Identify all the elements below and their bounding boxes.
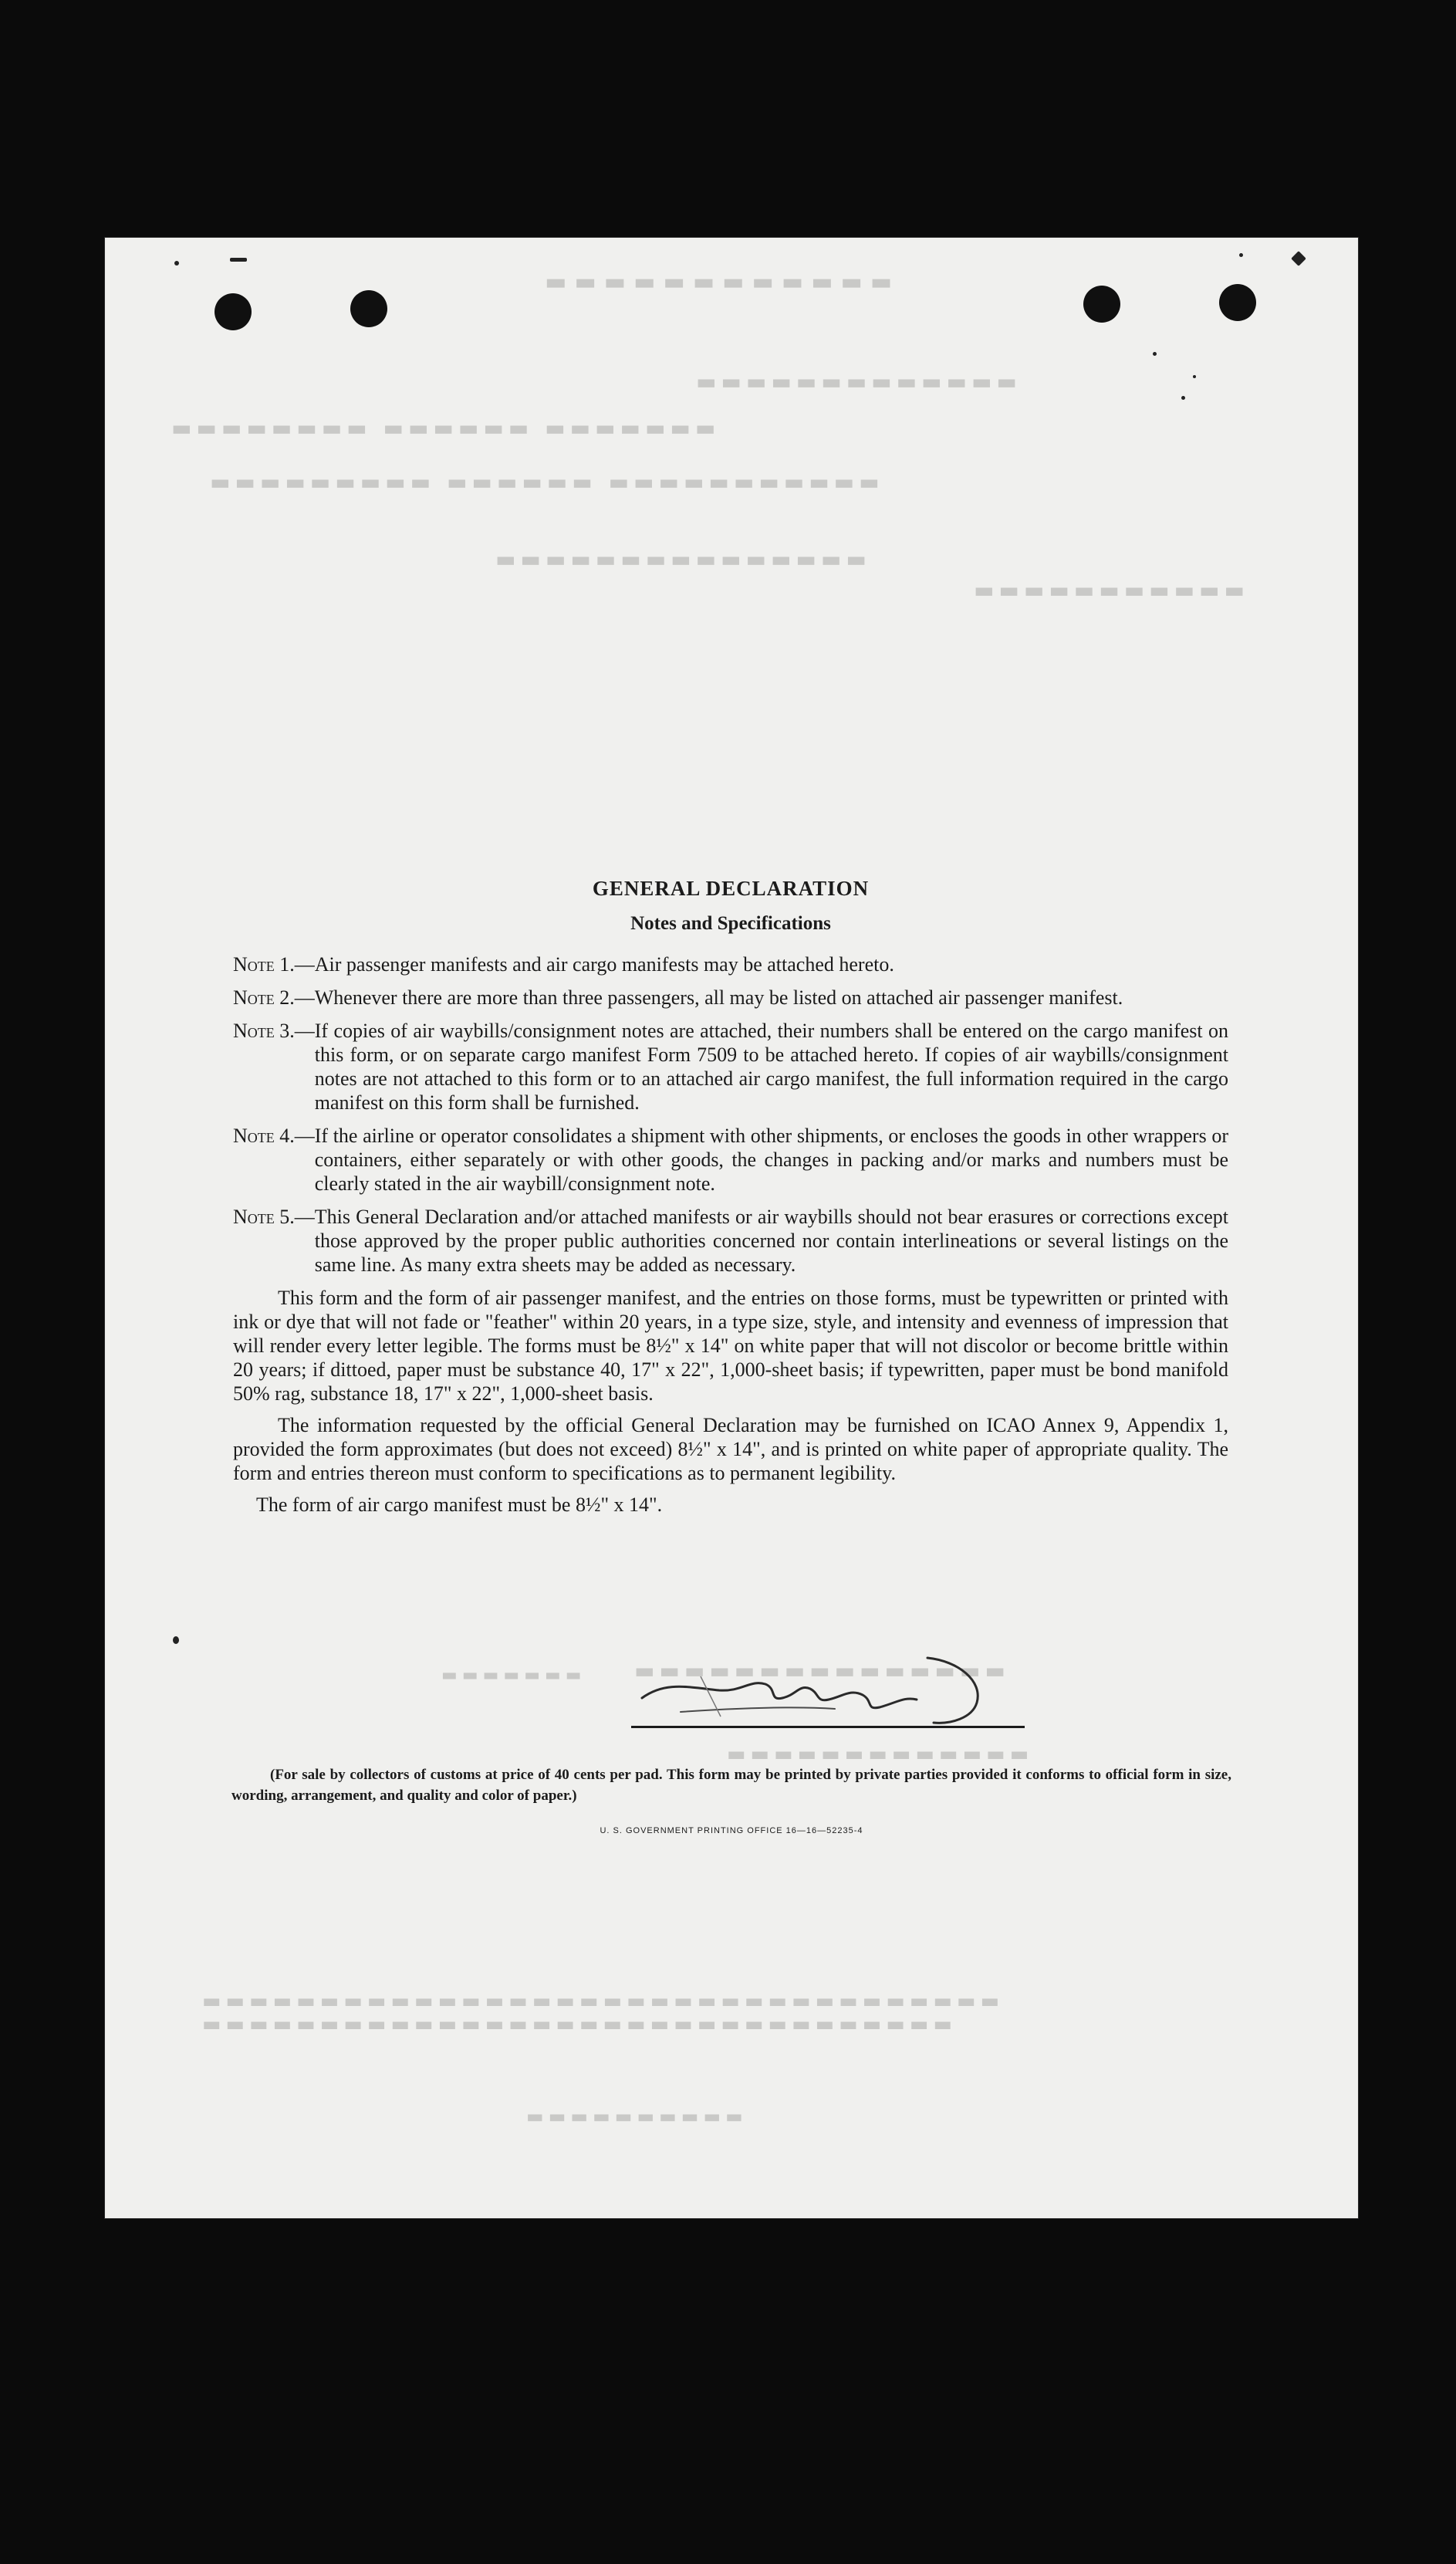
signature-line — [631, 1726, 1025, 1728]
handwritten-signature — [634, 1650, 1035, 1735]
bleed-through-texture: ▬▬▬▬▬▬▬▬▬▬▬▬▬▬▬ — [630, 1658, 1005, 1683]
note-2 — [233, 986, 1228, 1010]
icao-paragraph: The information requested by the official General Declaration may be furnished on ICAO Annex 9, Appendix 1, provided the form approximates (but does not exceed) 8½" x 14", and is printed on white paper of appropriate quality. The form and entries thereon must conform to specifications as to permanent legibility. — [233, 1414, 1228, 1484]
note-text: This General Declaration and/or attached manifests or air waybills should not bear erasures or corrections except those approved by the proper public authorities concerned nor contain interlineations or several listings on the same line. As many extra sheets may be added as necessary. — [314, 1206, 1228, 1276]
bleed-through-texture: ▬▬▬▬▬▬▬ — [437, 1666, 582, 1685]
declaration-notes — [233, 639, 1228, 1517]
speck — [174, 261, 179, 266]
speck — [230, 258, 247, 262]
note-text: If copies of air waybills/consignment notes are attached, their numbers shall be entered on the cargo manifest on this form, or on separate cargo manifest Form 7509 to be attached hereto. If copies of air waybills/consignment notes are not attached to this form or to an attached air cargo manifest, the full information required in the cargo manifest on this form shall be furnished. — [314, 1020, 1228, 1114]
form-specification-paragraph: This form and the form of air passenger manifest, and the entries on those forms, must be typewritten or printed with ink or dye that will not fade or "feather" within 20 years, in a type size, style, and intensity and evenness of impression that will render every letter legible. The forms must be 8½" x 14" on white paper that will not discolor or become brittle within 20 years; if dittoed, paper must be substance 40, 17" x 22", 1,000-sheet basis; if typewritten, paper must be bond manifold 50% rag, substance 18, 17" x 22", 1,000-sheet basis. — [233, 1287, 1228, 1405]
note-label: Note 1.— — [233, 953, 315, 976]
note-text: Air passenger manifests and air cargo manifests may be attached hereto. — [314, 953, 894, 976]
punch-hole — [1083, 286, 1120, 323]
punch-hole — [215, 293, 252, 330]
punch-hole — [350, 290, 387, 327]
bleed-through-texture: ▬▬▬▬▬▬▬▬▬▬▬ ▬▬▬▬▬▬ ▬▬▬▬▬▬▬▬▬ — [205, 469, 880, 495]
bleed-through-texture: ▬▬▬▬▬▬▬▬▬▬▬ — [969, 577, 1245, 603]
note-label: Note 4.— — [233, 1125, 315, 1147]
punch-hole — [1219, 284, 1256, 321]
note-5 — [233, 1205, 1228, 1277]
document-title: GENERAL DECLARATION — [592, 877, 870, 900]
cargo-manifest-size-line: The form of air cargo manifest must be 8½" x 14". — [256, 1493, 663, 1516]
bleed-through-texture: ▬▬▬▬▬▬▬▬▬▬▬▬▬▬▬▬▬▬▬▬▬▬▬▬▬▬▬▬▬▬▬▬▬▬ — [198, 1990, 1000, 2013]
bleed-through-texture: ▬▬▬▬▬▬▬▬▬▬ — [522, 2106, 743, 2127]
note-text: Whenever there are more than three passengers, all may be listed on attached air passenger manifest. — [314, 986, 1123, 1009]
note-label: Note 3.— — [233, 1020, 315, 1042]
speck — [1193, 375, 1196, 378]
speck — [173, 1636, 179, 1644]
note-label: Note 2.— — [233, 986, 315, 1009]
bleed-through-texture: ▬▬▬▬▬▬▬▬▬▬▬▬ — [537, 269, 893, 296]
speck — [1181, 396, 1185, 400]
document-subtitle: Notes and Specifications — [630, 913, 831, 934]
printer-imprint: U. S. GOVERNMENT PRINTING OFFICE 16—16—52235-4 — [600, 1826, 863, 1835]
bleed-through-texture: ▬▬▬▬▬▬▬▬▬▬▬▬▬ — [691, 369, 1017, 394]
bleed-through-texture: ▬▬▬▬▬▬▬▬▬▬▬▬▬▬▬▬▬▬▬▬▬▬▬▬▬▬▬▬▬▬▬▬ — [198, 2013, 953, 2036]
note-3 — [233, 1019, 1228, 1115]
bleed-through-texture: ▬▬▬▬▬▬▬▬▬▬▬▬▬ — [722, 1743, 1029, 1766]
note-label: Note 5.— — [233, 1206, 315, 1228]
bleed-through-texture: ▬▬▬▬▬▬▬ ▬▬▬▬▬▬ ▬▬▬▬▬▬▬▬ — [167, 415, 716, 441]
bleed-through-texture: ▬▬▬▬▬▬▬▬▬▬▬▬▬▬▬ — [491, 546, 867, 572]
speck — [1291, 251, 1306, 266]
note-1 — [233, 952, 1228, 976]
note-4 — [233, 1124, 1228, 1196]
speck — [1239, 253, 1243, 257]
document-page — [105, 238, 1358, 2218]
speck — [1153, 352, 1157, 356]
sale-note: (For sale by collectors of customs at price of 40 cents per pad. This form may be printed by private parties provided it conforms to official form in size, wording, arrangement, and quality and color of paper.) — [231, 1767, 1231, 1804]
note-text: If the airline or operator consolidates a shipment with other shipments, or encloses the goods in other wrappers or containers, either separately or with other goods, the changes in packing and/or marks and numbers must be clearly stated in the air waybill/consignment note. — [314, 1125, 1228, 1195]
